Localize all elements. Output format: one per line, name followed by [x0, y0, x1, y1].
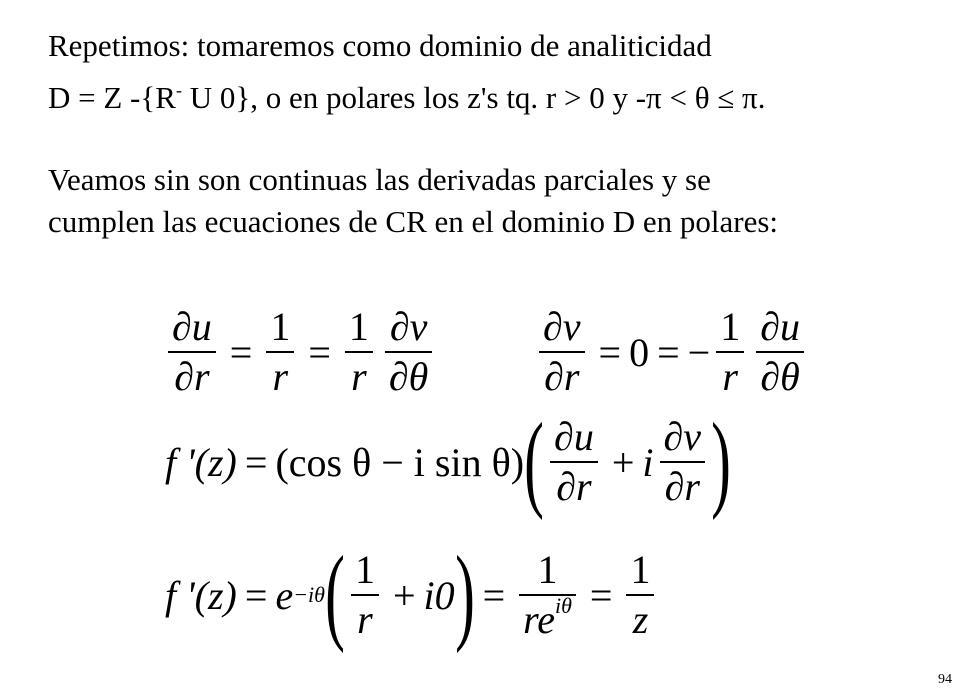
- paragraph2-line2: cumplen las ecuaciones de CR en el dominio D en polares:: [48, 204, 779, 239]
- fraction-du-dr: [550, 415, 598, 509]
- denominator: r: [351, 354, 367, 399]
- left-paren-icon: (: [325, 535, 345, 654]
- fraction-1-z: [626, 548, 654, 642]
- numerator: 1: [630, 547, 651, 592]
- minus-sign: −: [687, 329, 711, 375]
- fraction-1-r: [351, 548, 379, 642]
- equals-sign: =: [589, 572, 613, 618]
- numerator: 1: [348, 304, 369, 349]
- fraction-1-r: [266, 305, 294, 399]
- fraction-dv-dr: [539, 305, 585, 399]
- i-zero: i0: [423, 572, 455, 618]
- denominator: r: [357, 597, 373, 642]
- equation-cr-1: [162, 305, 438, 399]
- equals-sign: =: [308, 329, 331, 375]
- denominator: r: [722, 354, 738, 399]
- fraction-dv-dtheta: [385, 305, 432, 399]
- numerator: 1: [354, 547, 375, 592]
- fraction-1-reitheta: [519, 548, 576, 642]
- denominator: ∂r: [664, 464, 700, 509]
- superscript-minus: -: [175, 80, 182, 100]
- paragraph2-line1: Veamos sin son continuas las derivadas parciales y se: [48, 162, 711, 197]
- numerator: ∂v: [543, 304, 581, 349]
- fraction-du-dr: [168, 305, 216, 399]
- equation-derivative-polar: [165, 402, 731, 521]
- imaginary-unit: i: [642, 439, 654, 485]
- numerator: 1: [270, 304, 291, 349]
- numerator: 1: [537, 547, 558, 592]
- fraction-1-r: [345, 305, 373, 399]
- numerator: ∂u: [172, 304, 212, 349]
- left-paren-icon: (: [524, 402, 544, 521]
- paragraph1-line2: [48, 80, 765, 116]
- plus-sign: +: [392, 572, 416, 618]
- denominator: ∂r: [174, 354, 210, 399]
- trig-factor: (cos θ − i sin θ): [275, 439, 525, 485]
- numerator: ∂v: [389, 304, 428, 349]
- exponent: iθ: [555, 593, 572, 618]
- numerator: ∂v: [663, 414, 702, 459]
- denominator: [519, 593, 576, 642]
- denominator: ∂r: [556, 464, 592, 509]
- equals-sign: =: [598, 329, 622, 375]
- re: re: [523, 597, 555, 642]
- denominator: z: [632, 597, 649, 642]
- equals-sign: =: [482, 572, 506, 618]
- equation-cr-2: [533, 305, 810, 399]
- numerator: ∂u: [760, 304, 800, 349]
- exponential-base: e: [275, 572, 294, 618]
- denominator: ∂θ: [760, 354, 800, 399]
- numerator: ∂u: [554, 414, 594, 459]
- fraction-dv-dr: [660, 415, 706, 509]
- fraction-du-dtheta: [756, 305, 804, 399]
- domain-definition-end: U 0}, o en polares los z's tq. r > 0 y -π < θ ≤ π.: [181, 80, 766, 115]
- equals-sign: =: [657, 329, 680, 375]
- page-number: 94: [938, 672, 952, 687]
- denominator: r: [272, 354, 289, 399]
- zero: 0: [629, 329, 650, 375]
- f-prime-z: f '(z): [165, 572, 237, 618]
- denominator: ∂r: [544, 354, 580, 399]
- numerator: 1: [720, 304, 741, 349]
- right-paren-icon: ): [454, 535, 475, 654]
- equals-sign: =: [229, 329, 253, 375]
- equals-sign: =: [244, 439, 268, 485]
- equals-sign: =: [244, 572, 268, 618]
- paragraph1-line1: Repetimos: tomaremos como dominio de analiticidad: [48, 28, 712, 63]
- fraction-1-r: [716, 305, 744, 399]
- equation-result: f '(z) = e −iθ ( $\frac{1}{r}$ + i0 ) = $\frac{1}{re^{i\theta}}$ = $\frac{1}{z}$: [165, 545, 660, 645]
- right-paren-icon: ): [711, 402, 731, 521]
- plus-sign: +: [611, 439, 635, 485]
- denominator: ∂θ: [388, 354, 429, 399]
- f-prime-z: f '(z): [165, 439, 237, 485]
- domain-definition-start: D = Z -{R: [48, 80, 176, 115]
